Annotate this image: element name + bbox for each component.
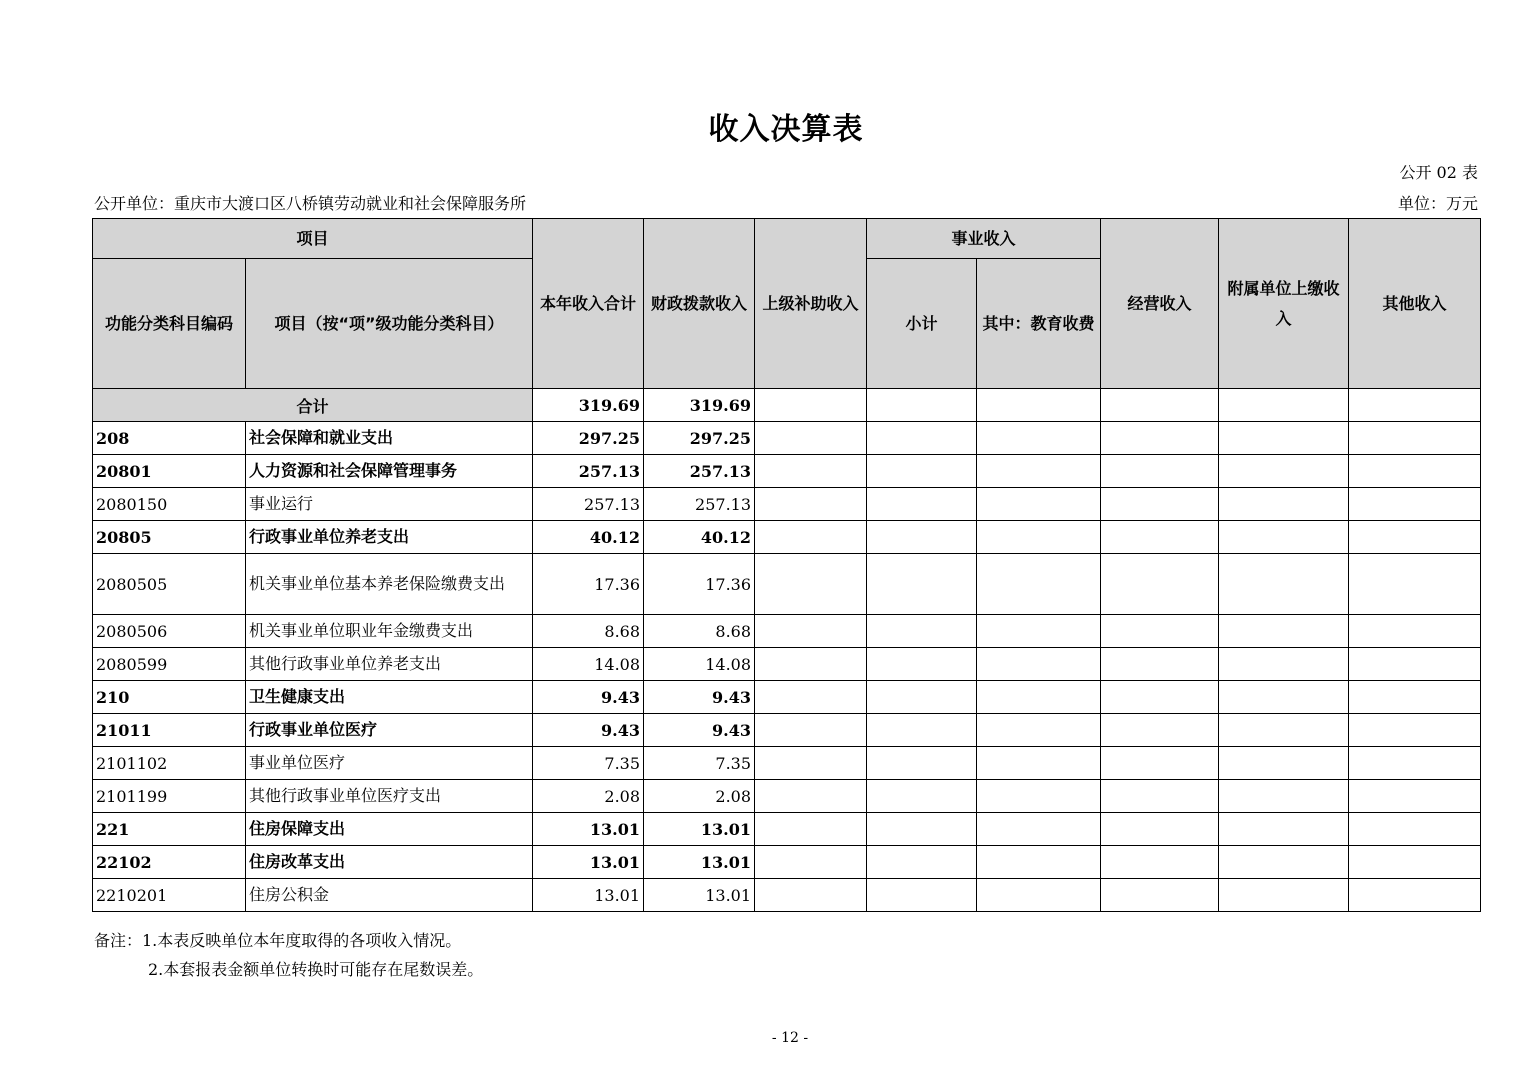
header-project: 项目: [93, 219, 533, 259]
row-code: 2080505: [93, 554, 246, 615]
header-affiliate: 附属单位上缴收入: [1219, 219, 1349, 389]
table-row: [93, 681, 1481, 714]
table-row: [93, 846, 1481, 879]
row-code: 208: [93, 422, 246, 455]
row-fiscal: 257.13: [644, 455, 755, 488]
row-fiscal: 9.43: [644, 681, 755, 714]
reporting-unit: 公开单位：重庆市大渡口区八桥镇劳动就业和社会保障服务所: [94, 194, 527, 213]
row-fiscal: 40.12: [644, 521, 755, 554]
row-code: 2101199: [93, 780, 246, 813]
currency-unit: 单位：万元: [1397, 194, 1478, 213]
row-fiscal: 13.01: [644, 846, 755, 879]
table-row: [93, 747, 1481, 780]
header-name: 项目（按“项”级功能分类科目）: [246, 259, 533, 389]
table-row: [93, 488, 1481, 521]
row-name: 卫生健康支出: [246, 681, 533, 714]
table-row: [93, 714, 1481, 747]
row-total: 40.12: [533, 521, 644, 554]
row-total: 8.68: [533, 615, 644, 648]
table-row: [93, 648, 1481, 681]
row-code: 2080506: [93, 615, 246, 648]
row-total: 14.08: [533, 648, 644, 681]
row-fiscal: 17.36: [644, 554, 755, 615]
total-fiscal: 319.69: [644, 389, 755, 422]
header-total: 本年收入合计: [533, 219, 644, 389]
row-code: 2210201: [93, 879, 246, 912]
header-edu: 其中：教育收费: [977, 259, 1101, 389]
row-code: 2101102: [93, 747, 246, 780]
row-name: 行政事业单位医疗: [246, 714, 533, 747]
header-operation: 经营收入: [1101, 219, 1219, 389]
table-row: [93, 780, 1481, 813]
row-name: 其他行政事业单位养老支出: [246, 648, 533, 681]
row-code: 221: [93, 813, 246, 846]
row-fiscal: 8.68: [644, 615, 755, 648]
row-name: 事业单位医疗: [246, 747, 533, 780]
row-name: 住房改革支出: [246, 846, 533, 879]
row-name: 住房保障支出: [246, 813, 533, 846]
table-row: [93, 455, 1481, 488]
total-label: 合计: [93, 389, 533, 422]
row-total: 13.01: [533, 813, 644, 846]
row-fiscal: 297.25: [644, 422, 755, 455]
notes: [94, 926, 483, 984]
row-fiscal: 13.01: [644, 813, 755, 846]
row-fiscal: 257.13: [644, 488, 755, 521]
table-row: [93, 879, 1481, 912]
row-total: 2.08: [533, 780, 644, 813]
row-total: 9.43: [533, 714, 644, 747]
row-total: 297.25: [533, 422, 644, 455]
table-row: [93, 813, 1481, 846]
page-number: - 12 -: [771, 1030, 809, 1046]
income-table: [92, 218, 1481, 912]
row-code: 20805: [93, 521, 246, 554]
row-code: 2080599: [93, 648, 246, 681]
header-code: 功能分类科目编码: [93, 259, 246, 389]
row-total: 13.01: [533, 846, 644, 879]
form-number: 公开 02 表: [1399, 163, 1478, 182]
row-name: 其他行政事业单位医疗支出: [246, 780, 533, 813]
table-row: [93, 615, 1481, 648]
row-total: 13.01: [533, 879, 644, 912]
table-row: [93, 521, 1481, 554]
row-total: 257.13: [533, 488, 644, 521]
row-total: 257.13: [533, 455, 644, 488]
row-name: 行政事业单位养老支出: [246, 521, 533, 554]
row-total: 17.36: [533, 554, 644, 615]
row-fiscal: 7.35: [644, 747, 755, 780]
row-code: 210: [93, 681, 246, 714]
header-other: 其他收入: [1349, 219, 1481, 389]
row-code: 2080150: [93, 488, 246, 521]
row-name: 事业运行: [246, 488, 533, 521]
row-total: 9.43: [533, 681, 644, 714]
total-row: [93, 389, 1481, 422]
row-fiscal: 9.43: [644, 714, 755, 747]
note-2: 2.本套报表金额单位转换时可能存在尾数误差。: [148, 960, 484, 979]
row-fiscal: 2.08: [644, 780, 755, 813]
table-row: [93, 554, 1481, 615]
row-code: 20801: [93, 455, 246, 488]
table-row: [93, 422, 1481, 455]
header-career: 事业收入: [867, 219, 1101, 259]
row-name: 人力资源和社会保障管理事务: [246, 455, 533, 488]
row-fiscal: 14.08: [644, 648, 755, 681]
row-name: 住房公积金: [246, 879, 533, 912]
row-code: 21011: [93, 714, 246, 747]
total-amount: 319.69: [533, 389, 644, 422]
header-subtotal: 小计: [867, 259, 977, 389]
row-name: 机关事业单位职业年金缴费支出: [246, 615, 533, 648]
header-subsidy: 上级补助收入: [755, 219, 867, 389]
row-code: 22102: [93, 846, 246, 879]
row-name: 社会保障和就业支出: [246, 422, 533, 455]
header-fiscal: 财政拨款收入: [644, 219, 755, 389]
note-1: 备注：1.本表反映单位本年度取得的各项收入情况。: [94, 931, 462, 950]
page-title: 收入决算表: [708, 112, 864, 147]
row-name: 机关事业单位基本养老保险缴费支出: [246, 554, 533, 615]
row-fiscal: 13.01: [644, 879, 755, 912]
row-total: 7.35: [533, 747, 644, 780]
